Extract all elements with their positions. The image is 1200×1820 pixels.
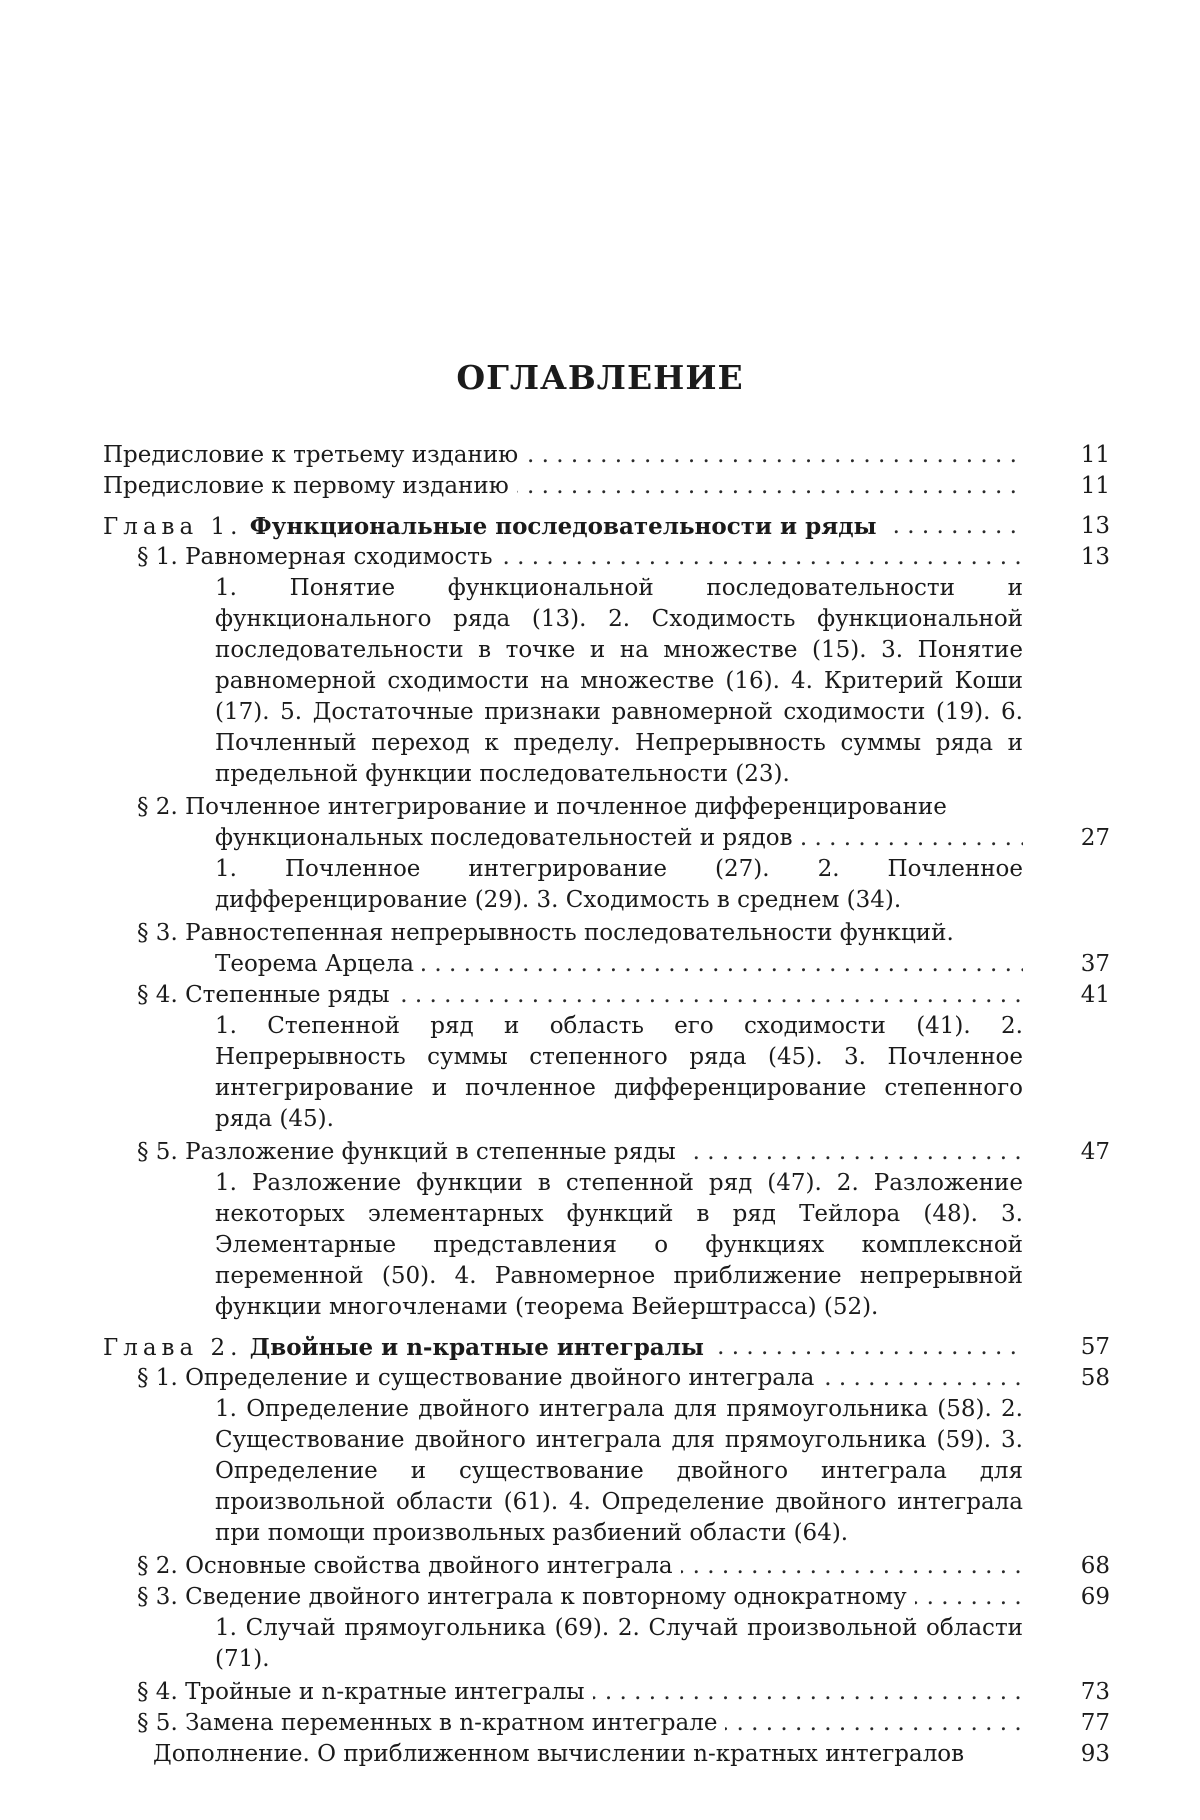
section-description: 1. Почленное интегрирование (27). 2. Почленное дифференцирование (29). 3. Сходимость в среднем (34).: [215, 856, 1023, 913]
section-description: 1. Случай прямоугольника (69). 2. Случай произвольной области (71).: [215, 1615, 1023, 1672]
page-number: 58: [1080, 1365, 1110, 1391]
page-number: 73: [1080, 1679, 1110, 1705]
section-description: 1. Определение двойного интеграла для прямоугольника (58). 2. Существование двойного интеграла для прямоугольника (59). 3. Определение и существование двойного интеграла для произвольной области (61). 4. Определение двойного интеграла при помощи произвольных разбиений области (64).: [215, 1396, 1023, 1546]
section-description: 1. Разложение функции в степенной ряд (47). 2. Разложение некоторых элементарных функций в ряд Тейлора (48). 3. Элементарные представления о функциях комплексной переменной (50). 4. Равномерное приближение непрерывной функции многочленами (теорема Вейерштрасса) (52).: [215, 1170, 1023, 1320]
page-number: 47: [1080, 1139, 1110, 1165]
page-number: 77: [1080, 1710, 1110, 1736]
toc-section-1-2-cont[interactable]: функциональных последовательностей и рядов . . . 27: [103, 823, 1110, 854]
toc-section-2-3[interactable]: § 3. Сведение двойного интеграла к повторному однократному . . . 69: [103, 1582, 1110, 1613]
page-number: 57: [1080, 1334, 1110, 1360]
toc-section-1-5[interactable]: § 5. Разложение функций в степенные ряды . . . 47: [103, 1137, 1110, 1168]
toc-section-2-5[interactable]: § 5. Замена переменных в n-кратном интеграле . . . 77: [103, 1708, 1110, 1739]
page-number: 68: [1080, 1553, 1110, 1579]
chapter-title: Двойные и n-кратные интегралы: [249, 1334, 704, 1361]
page-number: 93: [1080, 1741, 1110, 1767]
toc-entry-supplement[interactable]: Дополнение. О приближенном вычислении n-кратных интегралов 93: [103, 1739, 1110, 1770]
toc-entry-preface-first[interactable]: Предисловие к первому изданию . . . 11: [103, 471, 1110, 502]
toc-section-1-3[interactable]: § 3. Равностепенная непрерывность последовательности функций.: [103, 918, 1110, 949]
page-number: 27: [1080, 825, 1110, 851]
toc-section-1-2[interactable]: § 2. Почленное интегрирование и почленное дифференцирование: [103, 792, 1110, 823]
page-number: 11: [1080, 473, 1110, 499]
toc-section-2-2[interactable]: § 2. Основные свойства двойного интеграла . . . 68: [103, 1551, 1110, 1582]
toc-section-2-4[interactable]: § 4. Тройные и n-кратные интегралы . . . 73: [103, 1677, 1110, 1708]
chapter-prefix: Глава 2.: [103, 1335, 243, 1361]
toc-section-1-3-cont[interactable]: Теорема Арцела . . . 37: [103, 949, 1110, 980]
page-number: 13: [1080, 513, 1110, 539]
page-number: 37: [1080, 951, 1110, 977]
section-description: 1. Степенной ряд и область его сходимости (41). 2. Непрерывность суммы степенного ряда (45). 3. Почленное интегрирование и почленное дифференцирование степенного ряда (45).: [215, 1013, 1023, 1132]
chapter-prefix: Глава 1.: [103, 514, 243, 540]
page-number: 13: [1080, 544, 1110, 570]
page-number: 69: [1080, 1584, 1110, 1610]
toc-section-2-1[interactable]: § 1. Определение и существование двойного интеграла . . . 58: [103, 1363, 1110, 1394]
section-description: 1. Понятие функциональной последовательности и функционального ряда (13). 2. Сходимость функциональной последовательности в точке и на множестве (15). 3. Понятие равномерной сходимости на множестве (16). 4. Критерий Коши (17). 5. Достаточные признаки равномерной сходимости (19). 6. Почленный переход к пределу. Непрерывность суммы ряда и предельной функции последовательности (23).: [215, 575, 1023, 787]
page-number: 11: [1080, 442, 1110, 468]
page-number: 41: [1080, 982, 1110, 1008]
page-title: ОГЛАВЛЕНИЕ: [456, 358, 744, 397]
toc-section-1-1[interactable]: § 1. Равномерная сходимость . . . 13: [103, 542, 1110, 573]
toc-section-1-4[interactable]: § 4. Степенные ряды . . . 41: [103, 980, 1110, 1011]
toc-chapter-1[interactable]: [103, 511, 1110, 542]
table-of-contents: [103, 440, 1110, 1770]
chapter-title: Функциональные последовательности и ряды: [249, 513, 877, 540]
toc-chapter-2[interactable]: [103, 1332, 1110, 1363]
toc-entry-preface-third[interactable]: Предисловие к третьему изданию . . . 11: [103, 440, 1110, 471]
